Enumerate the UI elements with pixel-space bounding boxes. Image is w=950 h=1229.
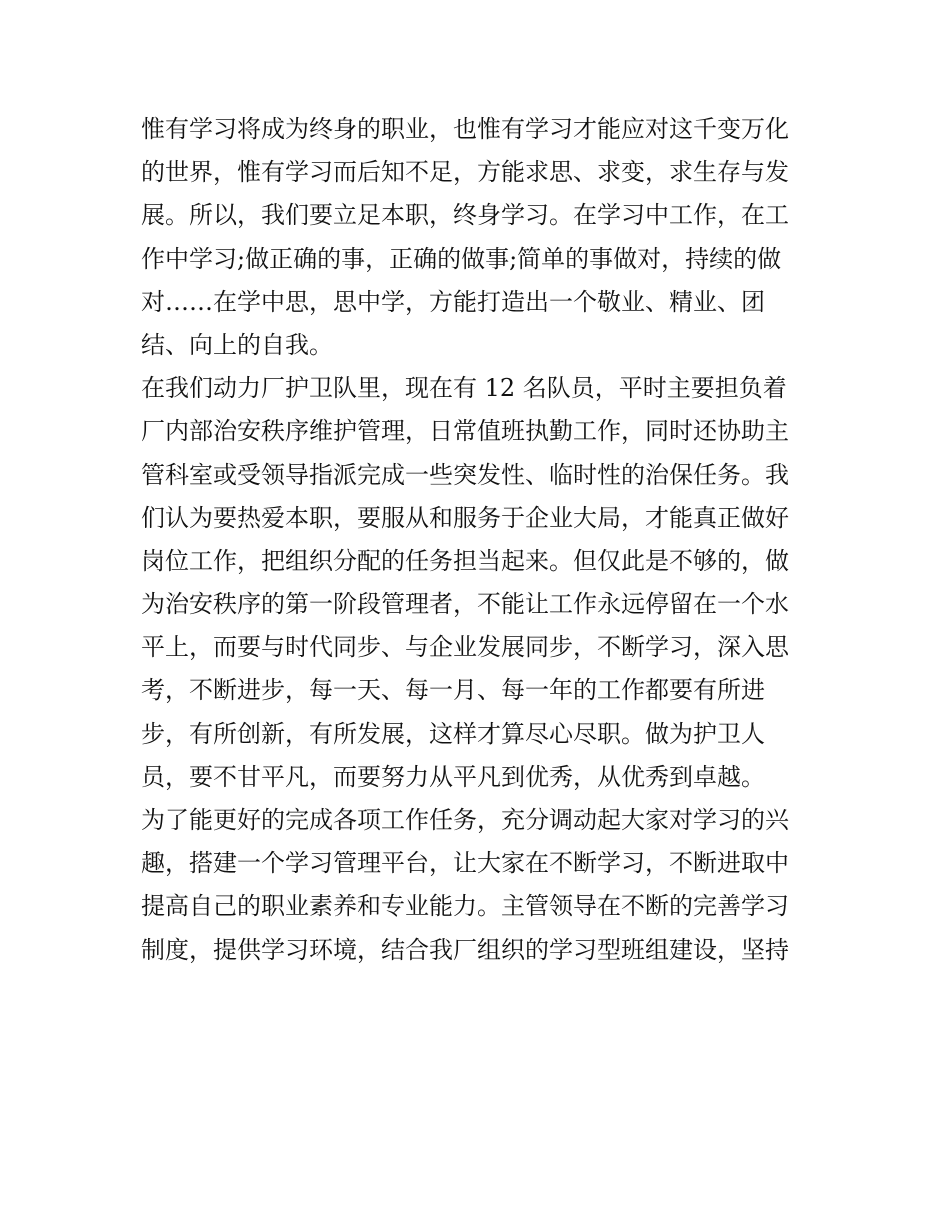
text-line: 趣，搭建一个学习管理平台，让大家在不断学习，不断进取中 (141, 849, 789, 878)
text-line: 步，有所创新，有所发展，这样才算尽心尽职。做为护卫人 (141, 719, 765, 748)
text-line: 员，要不甘平凡，而要努力从平凡到优秀，从优秀到卓越。 (141, 762, 765, 791)
text-line: 平上，而要与时代同步、与企业发展同步，不断学习，深入思 (141, 633, 789, 662)
text-line: 提高自己的职业素养和专业能力。主管领导在不断的完善学习 (141, 892, 789, 921)
text-line: 惟有学习将成为终身的职业，也惟有学习才能应对这千变万化 (141, 115, 789, 143)
text-line: 为治安秩序的第一阶段管理者，不能让工作永远停留在一个水 (141, 590, 789, 619)
text-line: 作中学习;做正确的事，正确的做事;简单的事做对，持续的做 (141, 244, 782, 273)
text-line: 的世界，惟有学习而后知不足，方能求思、求变，求生存与发 (141, 158, 789, 187)
text-line: 们认为要热爱本职，要服从和服务于企业大局，才能真正做好 (141, 503, 789, 532)
text-line: 制度，提供学习环境，结合我厂组织的学习型班组建设，坚持 (141, 935, 789, 964)
text-line: 对……在学中思，思中学，方能打造出一个敬业、精业、团 (141, 287, 765, 316)
text-line: 在我们动力厂护卫队里，现在有 12 名队员，平时主要担负着 (141, 374, 787, 403)
text-line: 考，不断进步，每一天、每一月、每一年的工作都要有所进 (141, 676, 765, 705)
body-text (141, 108, 821, 972)
text-line: 岗位工作，把组织分配的任务担当起来。但仅此是不够的，做 (141, 546, 789, 575)
text-line: 结、向上的自我。 (141, 330, 333, 359)
text-line: 厂内部治安秩序维护管理，日常值班执勤工作，同时还协助主 (141, 417, 789, 446)
text-line: 管科室或受领导指派完成一些突发性、临时性的治保任务。我 (141, 460, 789, 489)
text-line: 展。所以，我们要立足本职，终身学习。在学习中工作，在工 (141, 201, 789, 230)
text-line: 为了能更好的完成各项工作任务，充分调动起大家对学习的兴 (141, 806, 789, 834)
